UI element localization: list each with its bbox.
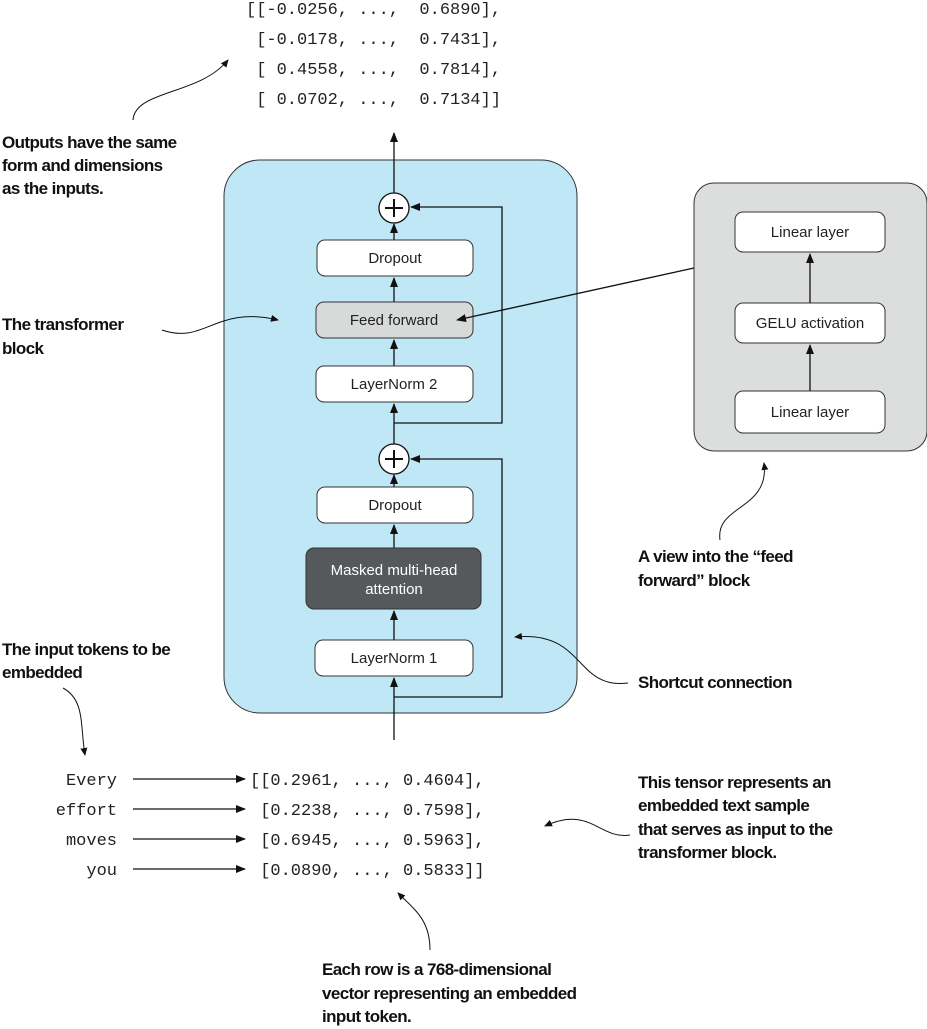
- input-row: [[0.2961, ..., 0.4604],: [250, 772, 485, 791]
- token: moves: [65, 832, 117, 851]
- layernorm2-box: [316, 366, 473, 402]
- token: you: [86, 862, 117, 881]
- token: Every: [65, 772, 117, 791]
- layernorm1-label: LayerNorm 1: [350, 650, 438, 667]
- linear-layer-top-box: [735, 212, 885, 252]
- dropout-top-box: [317, 240, 473, 276]
- svg-text:embedded text sample: embedded text sample: [638, 796, 810, 815]
- attention-label: Masked multi-head: [330, 562, 458, 579]
- layernorm2-label: LayerNorm 2: [350, 376, 438, 393]
- input-tensor: [250, 772, 485, 881]
- svg-text:This tensor represents an: This tensor represents an: [638, 773, 831, 792]
- svg-text:input token.: input token.: [322, 1007, 412, 1026]
- linear-layer-bottom-label: Linear layer: [770, 404, 850, 421]
- output-row: [ 0.4558, ..., 0.7814],: [246, 61, 502, 80]
- output-tensor: [246, 1, 501, 110]
- input-row: [0.0890, ..., 0.5833]]: [250, 862, 485, 881]
- svg-text:A view into the “feed: A view into the “feed: [638, 547, 793, 566]
- svg-text:transformer block.: transformer block.: [638, 843, 777, 862]
- token-arrows: [133, 779, 245, 869]
- linear-layer-top-label: Linear layer: [770, 224, 850, 241]
- svg-text:Shortcut connection: Shortcut connection: [638, 673, 792, 692]
- token: effort: [55, 802, 117, 821]
- add-node-bottom: [379, 444, 409, 474]
- svg-text:vector representing an embedde: vector representing an embedded: [322, 984, 577, 1003]
- svg-text:Outputs have the same: Outputs have the same: [2, 133, 177, 152]
- svg-text:The input tokens to be: The input tokens to be: [2, 640, 171, 659]
- linear-layer-bottom-box: [735, 391, 885, 433]
- annotation-row: [322, 893, 577, 1026]
- add-node-top: [379, 193, 409, 223]
- annotation-tensor: [545, 773, 833, 862]
- feed-forward-label: Feed forward: [349, 312, 439, 329]
- gelu-label: GELU activation: [755, 315, 865, 332]
- svg-text:forward” block: forward” block: [638, 571, 750, 590]
- layernorm1-box: [315, 640, 473, 676]
- annotation-input-tokens: [2, 640, 170, 755]
- annotation-ff-view: [638, 463, 793, 590]
- svg-text:Each row is a 768-dimensional: Each row is a 768-dimensional: [322, 960, 552, 979]
- dropout-bottom-label: Dropout: [368, 497, 422, 514]
- input-row: [0.2238, ..., 0.7598],: [250, 802, 485, 821]
- svg-text:as the inputs.: as the inputs.: [2, 179, 104, 198]
- attention-label: attention: [365, 581, 423, 598]
- input-row: [0.6945, ..., 0.5963],: [250, 832, 485, 851]
- output-row: [ 0.0702, ..., 0.7134]]: [246, 91, 502, 110]
- svg-text:that serves as input to the: that serves as input to the: [638, 820, 833, 839]
- annotation-outputs: [2, 60, 228, 198]
- dropout-top-label: Dropout: [368, 250, 422, 267]
- input-tokens: [56, 772, 117, 881]
- dropout-bottom-box: [317, 487, 473, 523]
- svg-text:embedded: embedded: [2, 663, 83, 682]
- attention-box: [306, 548, 481, 609]
- svg-text:form and dimensions: form and dimensions: [2, 156, 163, 175]
- feed-forward-box: [316, 302, 473, 338]
- svg-text:The transformer: The transformer: [2, 315, 124, 334]
- output-row: [[-0.0256, ..., 0.6890],: [246, 1, 502, 20]
- svg-text:block: block: [2, 339, 44, 358]
- gelu-box: [735, 303, 885, 343]
- output-row: [-0.0178, ..., 0.7431],: [246, 31, 502, 50]
